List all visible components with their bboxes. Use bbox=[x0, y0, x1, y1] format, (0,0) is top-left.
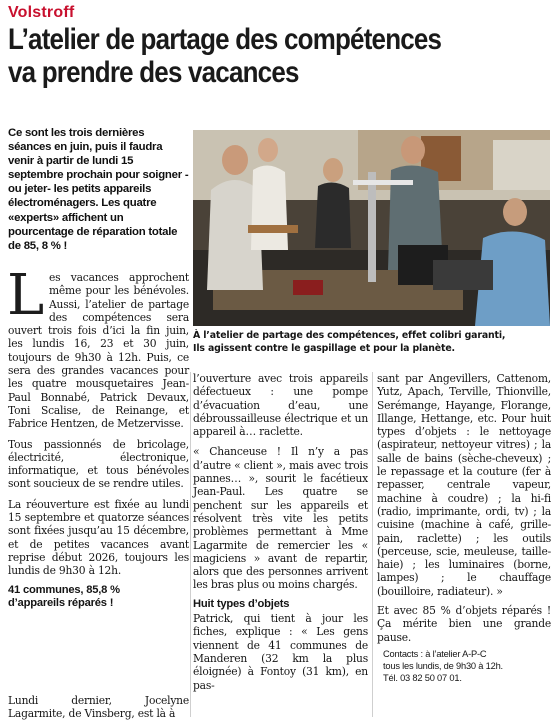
article-column-1 bbox=[7, 263, 189, 610]
subheading-line-2: d’appareils réparés ! bbox=[8, 596, 114, 609]
subheading-communes bbox=[8, 584, 189, 611]
contact-line-1: Contacts : à l’atelier A-P-C bbox=[383, 648, 487, 659]
subheading-objects: Huit types d’objets bbox=[193, 597, 290, 610]
headline-line-1: L’atelier de partage des compétences bbox=[8, 23, 442, 56]
paragraph: « Chanceuse ! Il n’y a pas d’autre « client », mais avec trois pannes… », sourit le facétieux Jean-Paul. Les quatre se penchent sur les appareils et résolvent très vite les petits problèmes permettant à Mme Lagarmite de remercier les « magiciens » avant de repartir, alors que des personnes arrivent les bras plus ou moins chargés. bbox=[193, 445, 368, 592]
opening-paragraph bbox=[7, 263, 189, 431]
article-photo bbox=[193, 130, 550, 326]
workshop-photo-illustration bbox=[193, 130, 550, 326]
contact-box bbox=[377, 648, 551, 684]
paragraph-continued: l’ouverture avec trois appareils défectueux : une pompe d’évacuation d’eau, une débroussailleuse électrique et un appareil à… raclette. bbox=[193, 372, 368, 439]
article-column-1-continued bbox=[8, 694, 189, 720]
photo-caption bbox=[193, 330, 553, 355]
column-divider bbox=[372, 372, 373, 717]
headline bbox=[8, 23, 488, 89]
caption-line-1: À l’atelier de partage des compétences, effet colibri garanti, bbox=[193, 330, 506, 341]
column-divider bbox=[190, 372, 191, 717]
paragraph-start: Patrick, qui tient à jour les fiches, explique : « Les gens viennent de 41 communes de Manderen (32 km la plus éloignée) à Fontoy (31 km), en pas- bbox=[193, 612, 368, 692]
article-column-2 bbox=[193, 372, 368, 692]
caption-line-2: Ils agissent contre le gaspillage et pour la planète. bbox=[193, 342, 455, 354]
article-column-3 bbox=[377, 372, 551, 684]
paragraph-continued: sant par Angevillers, Cattenom, Yutz, Apach, Terville, Thionville, Serémange, Hayange, Florange, Illange, Hettange, etc. Pour huit types d’objets : le nettoyage (aspirateur, nettoyeur vitres) ; la salle de bains (sèche-cheveux) ; le repassage et la couture (fer à repasser, centrale vapeur, machine à coudre) ; la hi-fi (radio, imprimante, ordi, tv) ; la cuisine (machine à café, grille-pain, raclette) ; les outils (perceuse, scie, meuleuse, taille-haie) ; les luminaires (borne, lampes) ; le chauffage (bouilloire, radiateur). » bbox=[377, 372, 551, 598]
paragraph: La réouverture est fixée au lundi 15 septembre et quatorze séances sont fixées jusqu’au 15 décembre, et de petites vacances avant reprise début 2026, toujours les lundis de 9h30 à 12h. bbox=[8, 497, 189, 578]
headline-line-2: va prendre des vacances bbox=[8, 56, 299, 89]
paragraph-text: es vacances approchent même pour les bénévoles. Aussi, l’atelier de partage des compétences sera ouvert trois fois d’ici la fin juin, les lundis 16, 23 et 30 juin, toujours de 9h30 à 12h. Puis, ce sera des grandes vacances pour les quatre mousquetaires Jean-Paul Bonnabé, Patrick Devaux, Toni Scalise, de Reinange, et Fabrice Hentzen, de Metzervisse. bbox=[8, 271, 189, 431]
lead-paragraph: Ce sont les trois dernières séances en juin, puis il faudra venir à partir de lundi 15 septembre prochain pour soigner - ou jeter- les petits appareils électroménagers. Les quatre «experts» affichent un pourcentage de réparation totale de 85, 8 % ! bbox=[8, 127, 189, 252]
drop-cap: L bbox=[7, 263, 44, 328]
paragraph-visible-start: Lundi dernier, Jocelyne Lagarmite, de Vinsberg, est là à bbox=[8, 694, 189, 720]
contact-line-2: tous les lundis, de 9h30 à 12h. bbox=[383, 660, 503, 671]
subheading-line-1: 41 communes, 85,8 % bbox=[8, 583, 120, 596]
paragraph-final: Et avec 85 % d’objets réparés ! Ça mérite bien une grande pause. bbox=[377, 604, 551, 644]
kicker-locality: Volstroff bbox=[8, 4, 75, 21]
contact-line-3: Tél. 03 82 50 07 01. bbox=[383, 672, 462, 683]
paragraph: Tous passionnés de bricolage, électricité, électronique, informatique, et tous bénévoles sont soucieux de se rendre utiles. bbox=[8, 437, 189, 491]
